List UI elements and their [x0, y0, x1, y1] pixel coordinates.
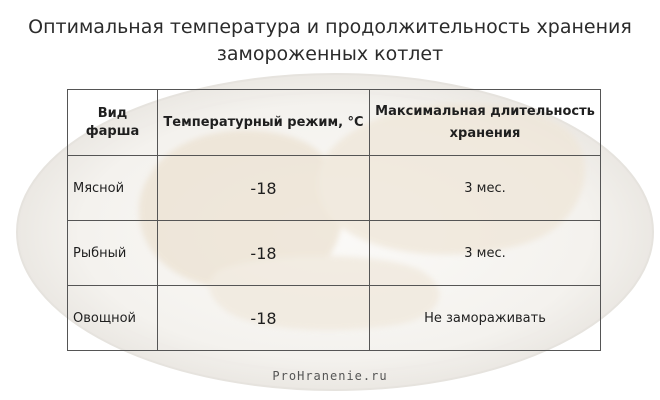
title-line-1: Оптимальная температура и продолжительность хранения	[28, 16, 632, 38]
table-row	[68, 286, 601, 351]
cell-temperature: -18	[158, 221, 370, 286]
cell-mince-type: Мясной	[68, 156, 158, 221]
cell-temperature: -18	[158, 286, 370, 351]
watermark-text: ProHranenie.ru	[272, 369, 388, 383]
title-line-2: замороженных котлет	[216, 43, 444, 65]
header-max-duration: Максимальная длительность хранения	[370, 90, 601, 156]
storage-table	[67, 89, 601, 351]
cell-temperature: -18	[158, 156, 370, 221]
header-temperature: Температурный режим, °С	[158, 90, 370, 156]
cell-mince-type: Рыбный	[68, 221, 158, 286]
page-title	[0, 14, 660, 68]
cell-duration: 3 мес.	[370, 156, 601, 221]
table-row	[68, 156, 601, 221]
header-mince-type: Вид фарша	[68, 90, 158, 156]
table-header-row	[68, 90, 601, 156]
cell-duration: Не замораживать	[370, 286, 601, 351]
cell-duration: 3 мес.	[370, 221, 601, 286]
table-row	[68, 221, 601, 286]
cell-mince-type: Овощной	[68, 286, 158, 351]
